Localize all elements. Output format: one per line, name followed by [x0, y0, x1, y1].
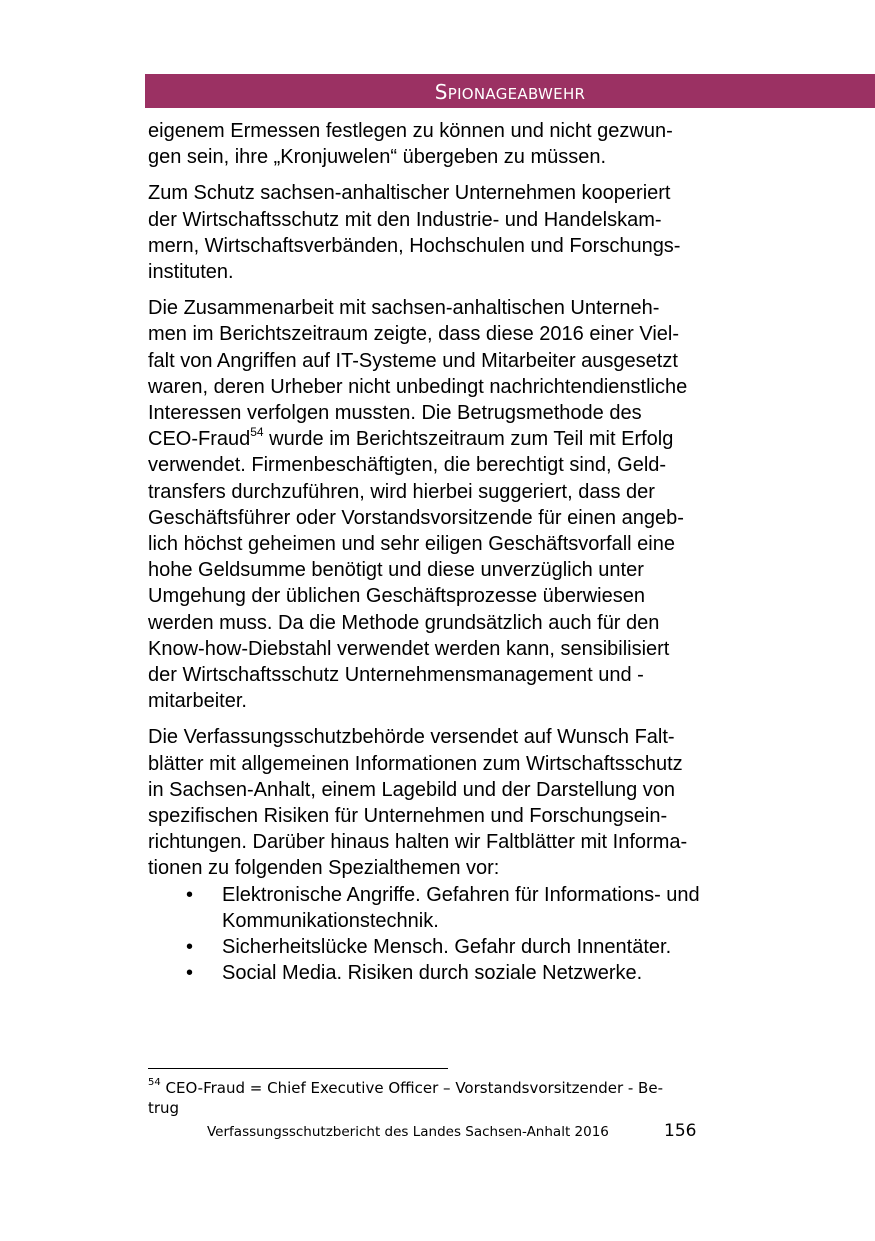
body-text — [148, 118, 773, 987]
page-number: 156 — [664, 1121, 697, 1141]
bullet-icon: • — [186, 936, 194, 959]
footnote-reference[interactable]: 54 — [250, 424, 264, 439]
paragraph-1: eigenem Ermessen festlegen zu können und nicht gezwun- gen sein, ihre „Kronjuwelen“ übergeben zu müssen. — [148, 120, 673, 169]
footnote — [148, 1078, 748, 1118]
list-item-text: Elektronische Angriffe. Gefahren für Informations- und Kommunikationstechnik. — [222, 883, 700, 932]
section-title — [145, 80, 875, 104]
topic-list — [148, 882, 773, 987]
paragraph-2: Zum Schutz sachsen-anhaltischer Unternehmen kooperiert der Wirtschaftsschutz mit den Industrie- und Handelskam- mern, Wirtschaftsverbänden, Hochschulen und Forschungs- instituten. — [148, 182, 681, 284]
section-header-bar — [145, 74, 875, 108]
list-item — [148, 960, 773, 986]
paragraph-4: Die Verfassungsschutzbehörde versendet auf Wunsch Falt- blätter mit allgemeinen Informationen zum Wirtschaftsschutz in Sachsen-Anhalt, einem Lagebild und der Darstellung von spezifischen Risiken für Unternehmen und Forschungsein- richtungen. Darüber hinaus halten wir Faltblätter mit Informa- tionen zu folgenden Spezialthemen vor: — [148, 726, 688, 880]
paragraph-3 — [148, 295, 773, 714]
paragraph-3-part-2: wurde im Berichtszeitraum zum Teil mit Erfolg verwendet. Firmenbeschäftigten, die berechtigt sind, Geld- transfers durchzuführen, wird hierbei suggeriert, dass der Geschäftsführer oder Vorstandsvorsitzende für einen angeb- lich höchst geheimen und sehr eiligen Geschäftsvorfall eine hohe Geldsumme benötigt und diese unverzüglich unter Umgehung der üblichen Geschäftsprozesse überwiesen werden muss. Da die Methode grundsätzlich auch für den Know-how-Diebstahl verwendet werden kann, sensibilisiert der Wirtschaftsschutz Unternehmensmanagement und - mitarbeiter. — [148, 428, 684, 713]
list-item-text: Sicherheitslücke Mensch. Gefahr durch Innentäter. — [222, 936, 672, 959]
section-title-rest: PIONAGEABWEHR — [447, 85, 586, 103]
footnote-separator — [148, 1068, 448, 1069]
paragraph-3-part-1: Die Zusammenarbeit mit sachsen-anhaltischen Unterneh- men im Berichtszeitraum zeigte, dass diese 2016 einer Viel- falt von Angriffen auf IT-Systeme und Mitarbeiter ausgesetzt waren, deren Urheber nicht unbedingt nachrichtendienstliche Interessen verfolgen mussten. Die Betrugsmethode des CEO-Fraud — [148, 297, 688, 451]
footnote-text: CEO-Fraud = Chief Executive Officer – Vorstandsvorsitzender - Be- trug — [148, 1079, 663, 1117]
footer-title: Verfassungsschutzbericht des Landes Sachsen-Anhalt 2016 — [207, 1124, 609, 1140]
list-item — [148, 934, 773, 960]
section-title-initial: S — [434, 80, 448, 104]
list-item-text: Social Media. Risiken durch soziale Netzwerke. — [222, 962, 643, 985]
list-item — [148, 882, 773, 934]
footnote-number: 54 — [148, 1077, 161, 1088]
bullet-icon: • — [186, 883, 194, 906]
bullet-icon: • — [186, 962, 194, 985]
